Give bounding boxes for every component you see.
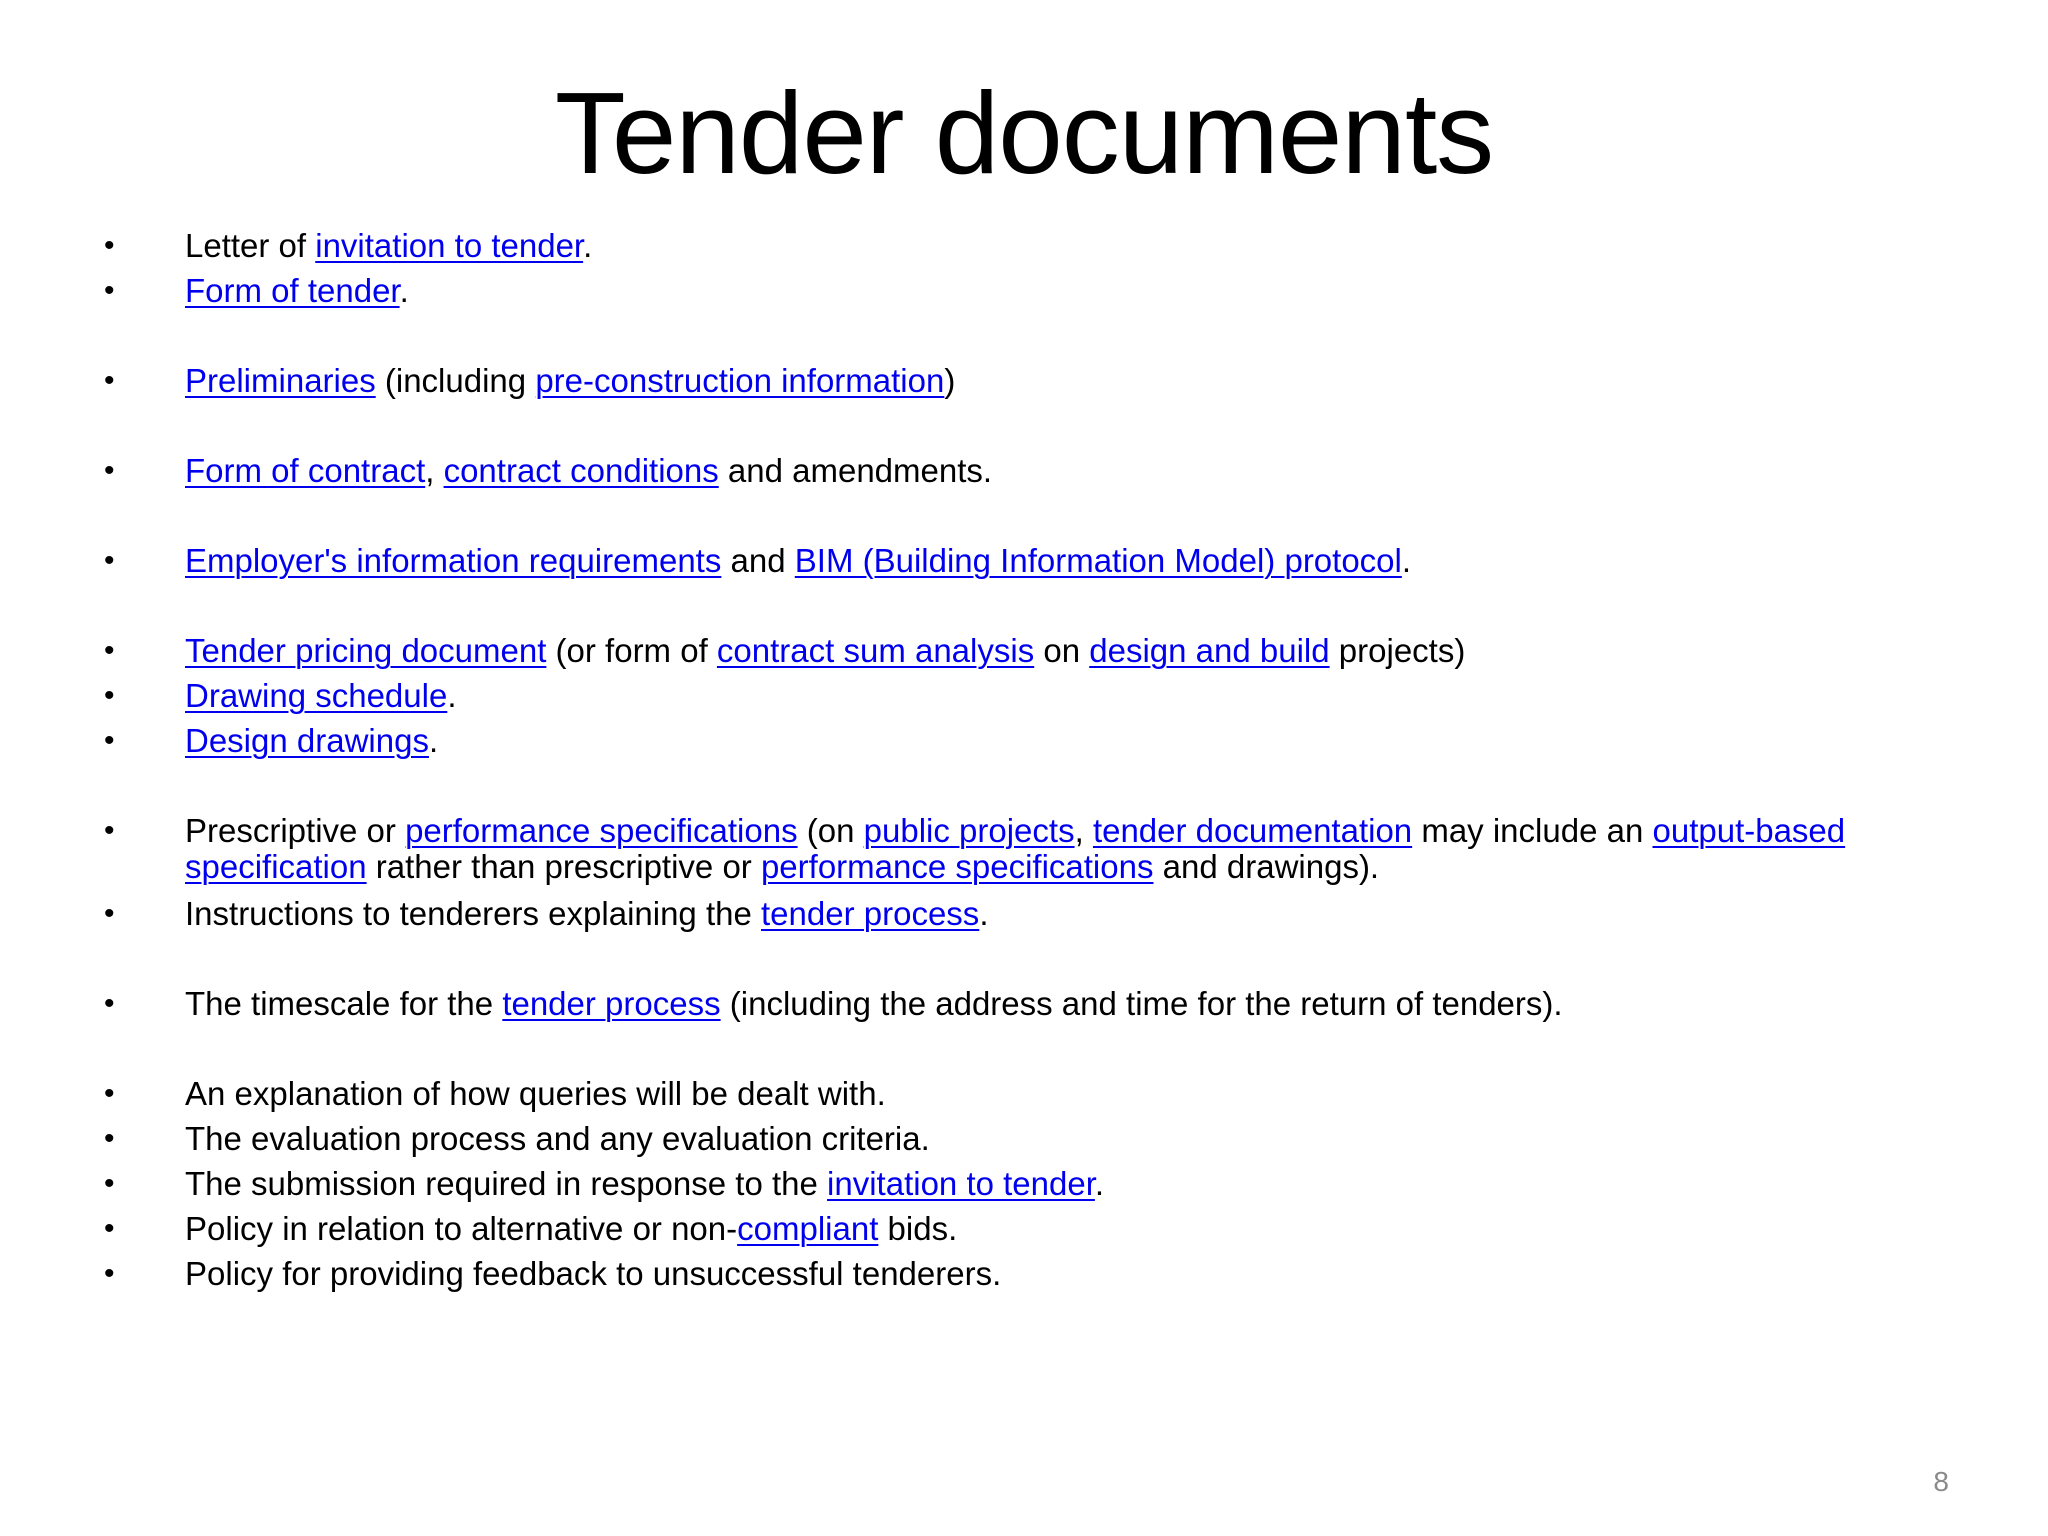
- bullet-text-fragment: and drawings).: [1153, 848, 1380, 885]
- hyperlink[interactable]: Employer's information requirements: [185, 542, 722, 579]
- hyperlink[interactable]: performance specifications: [760, 848, 1154, 885]
- bullet-marker: •: [104, 634, 115, 667]
- hyperlink[interactable]: invitation to tender: [315, 227, 584, 264]
- bullet-text-fragment: (or form of: [546, 632, 717, 669]
- hyperlink[interactable]: contract conditions: [443, 452, 719, 489]
- bullet-text: [185, 273, 1965, 309]
- bullet-text-fragment: Policy in relation to alternative or non-: [185, 1210, 738, 1247]
- hyperlink[interactable]: invitation to tender: [827, 1165, 1095, 1202]
- hyperlink[interactable]: Design drawings: [185, 722, 429, 759]
- bullet-text: [185, 453, 1965, 489]
- bullet-text-fragment: .: [447, 677, 457, 714]
- bullet-text-fragment: on: [1034, 632, 1090, 669]
- bullet-text: [185, 1121, 1965, 1157]
- bullet-text-fragment: rather than prescriptive or: [366, 848, 761, 885]
- bullet-marker: •: [104, 1167, 115, 1200]
- bullet-text-fragment: ): [944, 362, 956, 399]
- bullet-text: [185, 1256, 1965, 1292]
- hyperlink[interactable]: tender documentation: [1092, 812, 1413, 849]
- bullet-text-fragment: (on: [797, 812, 864, 849]
- hyperlink[interactable]: Form of contract: [185, 452, 426, 489]
- bullet-marker: •: [104, 274, 115, 307]
- bullet-text-fragment: (including: [375, 362, 536, 399]
- bullet-marker: •: [104, 987, 115, 1020]
- bullet-text-fragment: may include an: [1412, 812, 1653, 849]
- bullet-text: [185, 986, 1965, 1022]
- bullet-marker: •: [104, 454, 115, 487]
- bullet-marker: •: [104, 814, 115, 847]
- hyperlink[interactable]: performance specifications: [405, 812, 798, 849]
- bullet-marker: •: [104, 897, 115, 930]
- bullet-text: [185, 543, 1965, 579]
- bullet-text-fragment: .: [399, 272, 409, 309]
- bullet-text-fragment: .: [1401, 542, 1412, 579]
- hyperlink[interactable]: Preliminaries: [185, 362, 376, 399]
- bullet-text-fragment: .: [583, 227, 593, 264]
- hyperlink[interactable]: BIM (Building Information Model) protocol: [794, 542, 1402, 579]
- hyperlink[interactable]: compliant: [737, 1210, 879, 1247]
- bullet-text: [185, 813, 1965, 885]
- bullet-text-fragment: ,: [425, 452, 444, 489]
- bullet-marker: •: [104, 229, 115, 262]
- hyperlink[interactable]: Tender pricing document: [185, 632, 547, 669]
- bullet-text-fragment: and amendments.: [718, 452, 993, 489]
- bullet-text-fragment: Policy for providing feedback to unsuccessful tenderers.: [185, 1255, 1002, 1292]
- hyperlink[interactable]: specification: [185, 848, 367, 885]
- bullet-text-fragment: Letter of: [185, 227, 316, 264]
- bullet-text-fragment: The timescale for the: [185, 985, 503, 1022]
- bullet-text: [185, 1166, 1965, 1202]
- bullet-text-fragment: (including the address and time for the return of tenders).: [720, 985, 1563, 1022]
- bullet-text: [185, 633, 1965, 669]
- bullet-marker: •: [104, 1212, 115, 1245]
- bullet-text: [185, 1076, 1965, 1112]
- page-number: 8: [1933, 1466, 1949, 1497]
- bullet-text-fragment: Prescriptive or: [185, 812, 406, 849]
- bullet-text: [185, 1211, 1965, 1247]
- bullet-marker: •: [104, 1257, 115, 1290]
- hyperlink[interactable]: tender process: [761, 895, 980, 932]
- bullet-text-fragment: bids.: [878, 1210, 958, 1247]
- bullet-text: [185, 228, 1965, 264]
- hyperlink[interactable]: Form of tender: [185, 272, 400, 309]
- bullet-marker: •: [104, 364, 115, 397]
- bullet-text-fragment: projects): [1329, 632, 1466, 669]
- bullet-marker: •: [104, 1122, 115, 1155]
- bullet-text-fragment: The submission required in response to the: [185, 1165, 828, 1202]
- slide-title: Tender documents: [554, 68, 1494, 198]
- bullet-text: [185, 896, 1965, 932]
- bullet-text-fragment: .: [1094, 1165, 1105, 1202]
- bullet-text-fragment: and: [721, 542, 795, 579]
- bullet-text: [185, 678, 1965, 714]
- bullet-text-fragment: ,: [1074, 812, 1093, 849]
- hyperlink[interactable]: pre-construction information: [535, 362, 945, 399]
- bullet-text-fragment: An explanation of how queries will be dealt with.: [185, 1075, 886, 1112]
- bullet-marker: •: [104, 544, 115, 577]
- bullet-text-fragment: The evaluation process and any evaluation criteria.: [185, 1120, 930, 1157]
- hyperlink[interactable]: tender process: [502, 985, 721, 1022]
- hyperlink[interactable]: output-based: [1652, 812, 1846, 849]
- hyperlink[interactable]: public projects: [863, 812, 1075, 849]
- hyperlink[interactable]: contract sum analysis: [716, 632, 1035, 669]
- bullet-text-fragment: .: [979, 895, 989, 932]
- bullet-marker: •: [104, 679, 115, 712]
- bullet-text-fragment: .: [428, 722, 439, 759]
- bullet-marker: •: [104, 724, 115, 757]
- bullet-text-fragment: Instructions to tenderers explaining the: [185, 895, 762, 932]
- hyperlink[interactable]: Drawing schedule: [185, 677, 448, 714]
- bullet-text: [185, 723, 1965, 759]
- bullet-marker: •: [104, 1077, 115, 1110]
- bullet-text: [185, 363, 1965, 399]
- hyperlink[interactable]: design and build: [1089, 632, 1330, 669]
